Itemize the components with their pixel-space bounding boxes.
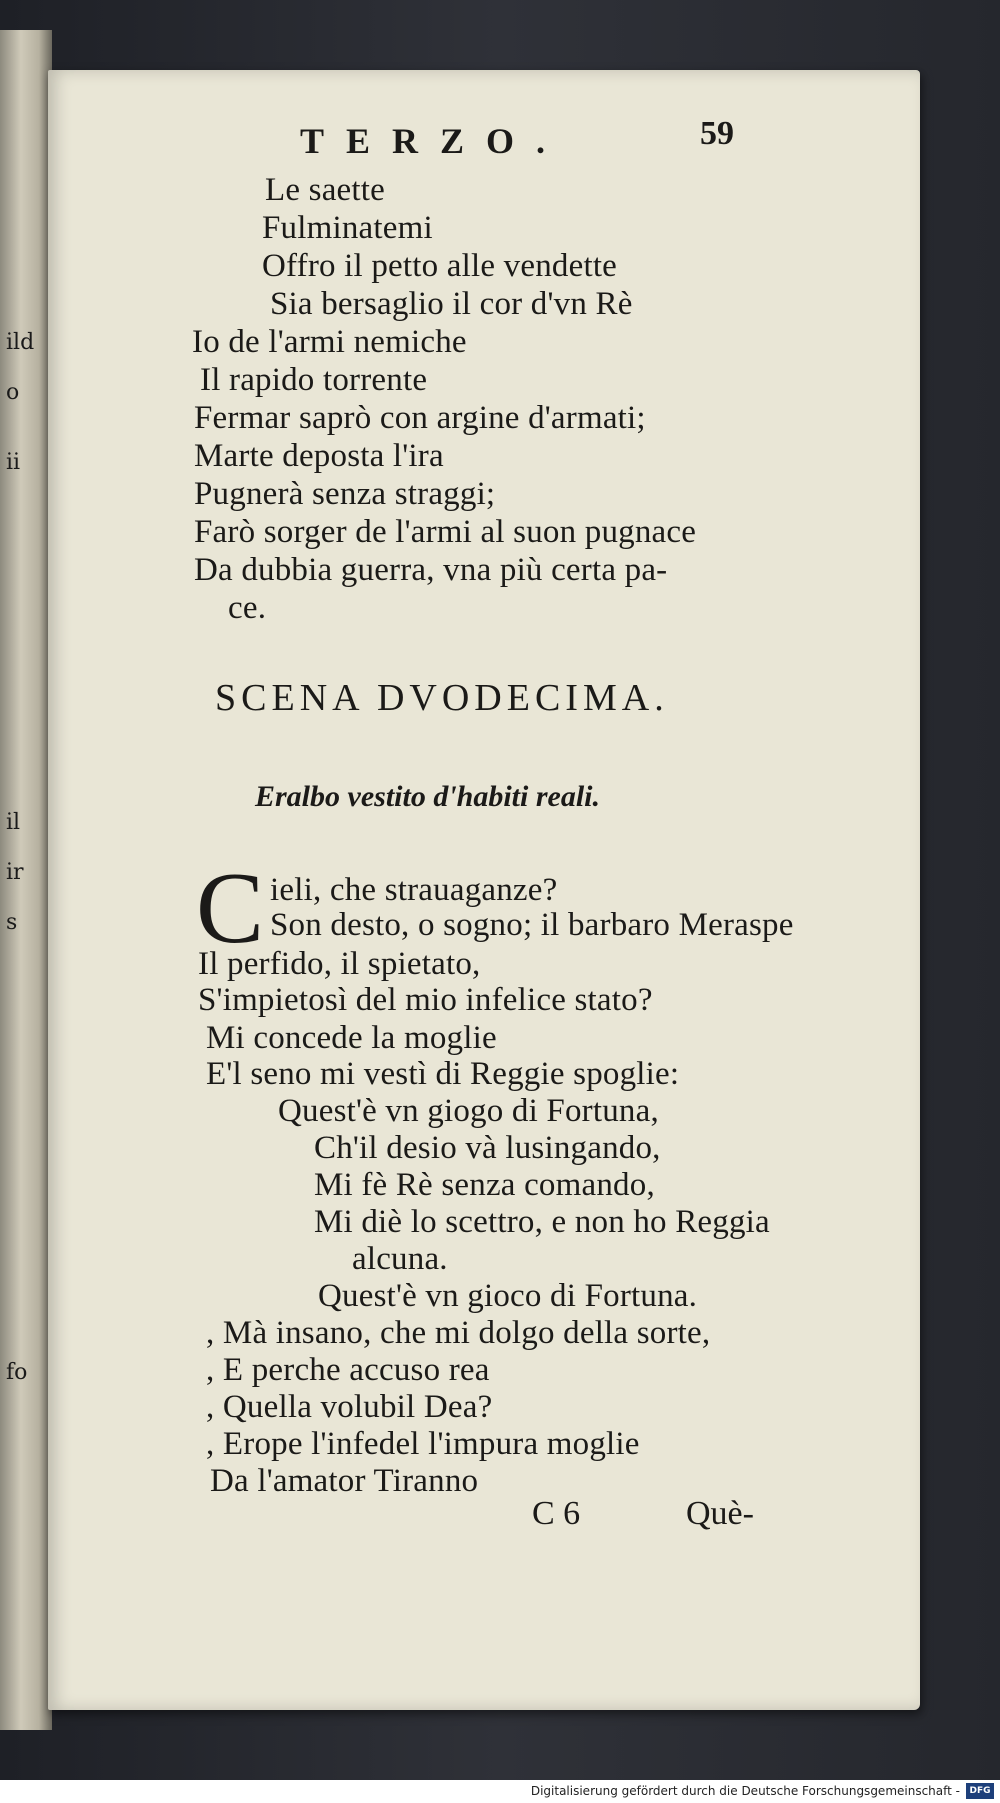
verse-line: , E perche accuso rea [206, 1352, 490, 1388]
facing-page-fragment: ir [6, 860, 24, 885]
verse-line: Marte deposta l'ira [194, 438, 444, 474]
verse-line: S'impietosì del mio infelice stato? [198, 982, 653, 1018]
verse-line: Ch'il desio và lusingando, [314, 1130, 661, 1166]
verse-line: Mi fè Rè senza comando, [314, 1167, 655, 1203]
verse-line: Il rapido torrente [200, 362, 428, 398]
footer-credit [0, 1780, 1000, 1803]
dfg-logo: DFG [966, 1783, 994, 1799]
verse-line: Offro il petto alle vendette [262, 248, 618, 284]
footer-text: Digitalisierung gefördert durch die Deutsche Forschungsgemeinschaft - [530, 1784, 960, 1798]
verse-line: Da dubbia guerra, vna più certa pa- [194, 552, 668, 588]
verse-line: Fermar saprò con argine d'armati; [194, 400, 646, 436]
facing-page-fragment: o [6, 380, 20, 405]
verse-line: E'l seno mi vestì di Reggie spoglie: [206, 1056, 680, 1092]
verse-line: Quest'è vn gioco di Fortuna. [318, 1278, 698, 1314]
signature-mark: C 6 [532, 1495, 581, 1532]
drop-cap: C [196, 852, 265, 965]
page-number: 59 [700, 115, 734, 152]
verse-line: ce. [228, 590, 267, 626]
verse-line: Da l'amator Tiranno [210, 1463, 479, 1499]
verse-line: Farò sorger de l'armi al suon pugnace [194, 514, 697, 550]
facing-page-fragment: il [6, 810, 21, 835]
facing-page-fragment: s [6, 910, 18, 935]
verse-line: Le saette [265, 172, 385, 208]
verse-line: Quest'è vn giogo di Fortuna, [278, 1093, 659, 1129]
verse-line: , Quella volubil Dea? [206, 1389, 493, 1425]
verse-line: Fulminatemi [262, 210, 433, 246]
verse-line: ieli, che strauaganze? [270, 872, 558, 908]
facing-page-fragment: ild [6, 330, 35, 355]
verse-line: Io de l'armi nemiche [192, 324, 467, 360]
facing-page-fragment: ii [6, 450, 21, 475]
verse-line: , Mà insano, che mi dolgo della sorte, [206, 1315, 711, 1351]
running-head: TERZO. [300, 121, 568, 161]
verse-line: Mi concede la moglie [206, 1020, 497, 1056]
verse-line: , Erope l'infedel l'impura moglie [206, 1426, 640, 1462]
verse-line: Son desto, o sogno; il barbaro Meraspe [270, 907, 794, 943]
catchword: Què- [686, 1495, 754, 1532]
facing-page-fragment: fo [6, 1360, 28, 1385]
verse-line: Pugnerà senza straggi; [194, 476, 496, 512]
stage-direction: Eralbo vestito d'habiti reali. [255, 780, 601, 813]
scene-title: SCENA DVODECIMA. [215, 677, 669, 719]
verse-line: Il perfido, il spietato, [198, 946, 481, 982]
verse-line: Sia bersaglio il cor d'vn Rè [270, 286, 633, 322]
verse-line: Mi diè lo scettro, e non ho Reggia [314, 1204, 770, 1240]
verse-line: alcuna. [352, 1241, 448, 1277]
